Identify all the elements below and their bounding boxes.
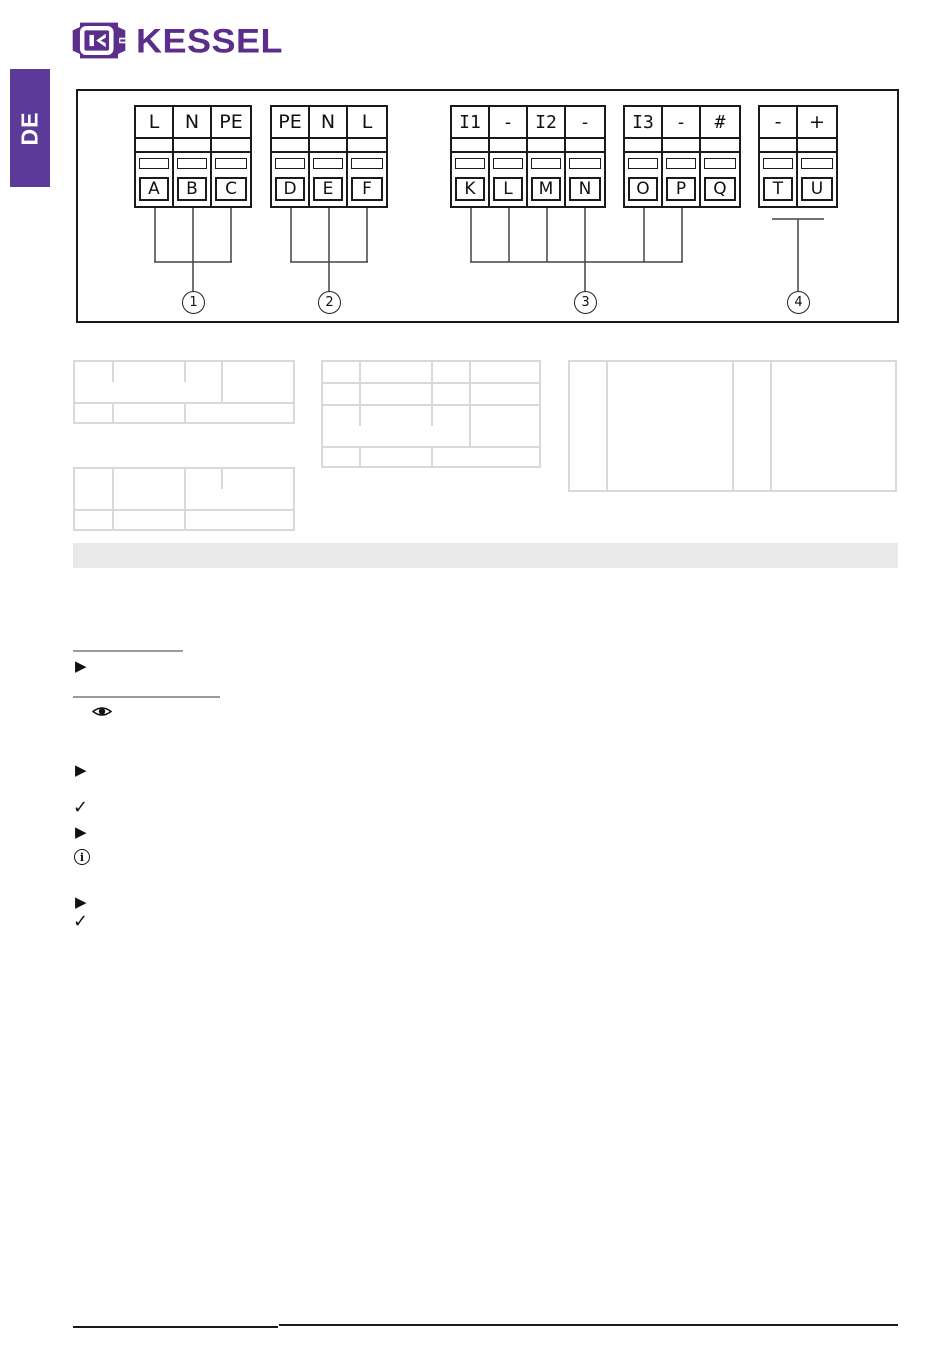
terminal-letter: Q [704,177,736,201]
terminal-letter: P [666,177,696,201]
terminal-spacer [490,139,526,153]
terminal-block-4 [623,105,741,208]
terminal-column [798,107,836,206]
arrow-right-icon: ▶ [75,657,87,675]
terminal-column [452,107,490,206]
terminal-slot [801,158,833,169]
terminal-header-cell: - [566,107,604,139]
terminal-spacer [310,139,346,153]
info-icon: i [74,849,90,865]
terminal-letter: A [139,177,169,201]
terminal-letter: M [531,177,561,201]
terminal-letter: K [455,177,485,201]
check-icon: ✓ [73,911,89,932]
terminal-letter: D [275,177,305,201]
terminal-spacer [348,139,386,153]
terminal-letter: L [493,177,523,201]
terminal-column [348,107,386,206]
terminal-letter: F [351,177,383,201]
terminal-slot [531,158,561,169]
terminal-header-cell: I2 [528,107,564,139]
terminal-spacer [760,139,796,153]
terminal-header-cell: - [663,107,699,139]
terminal-column [625,107,663,206]
arrow-right-icon: ▶ [75,893,87,911]
terminal-slot [215,158,247,169]
callout-1: 1 [182,291,205,314]
terminal-slot [704,158,736,169]
terminal-header-cell: I1 [452,107,488,139]
terminal-block-2 [270,105,388,208]
terminal-spacer [272,139,308,153]
terminal-column [701,107,739,206]
section-heading-bar [73,543,898,568]
terminal-spacer [212,139,250,153]
terminal-block-3 [450,105,606,208]
language-tab-de [10,69,50,187]
terminal-spacer [625,139,661,153]
terminal-spacer [452,139,488,153]
terminal-spacer [566,139,604,153]
terminal-letter: E [313,177,343,201]
terminal-letter: U [801,177,833,201]
terminal-spacer [798,139,836,153]
terminal-column [174,107,212,206]
terminal-block-5 [758,105,838,208]
terminal-letter: N [569,177,601,201]
arrow-right-icon: ▶ [75,823,87,841]
terminal-header-cell: PE [212,107,250,139]
check-icon: ✓ [73,797,89,818]
terminal-header-cell: N [310,107,346,139]
footer-rule-right [279,1324,898,1326]
language-tab-label: DE [16,111,43,145]
callout-2: 2 [318,291,341,314]
terminal-spacer [174,139,210,153]
terminal-block-1 [134,105,252,208]
brand-wordmark: KESSEL [136,20,284,60]
terminal-column [528,107,566,206]
terminal-column [212,107,250,206]
terminal-column [272,107,310,206]
terminal-header-cell: I3 [625,107,661,139]
terminal-column [490,107,528,206]
terminal-spacer [136,139,172,153]
terminal-letter: T [763,177,793,201]
callout-4: 4 [787,291,810,314]
arrow-right-icon: ▶ [75,761,87,779]
terminal-column [663,107,701,206]
terminal-header-cell: PE [272,107,308,139]
callout-3: 3 [574,291,597,314]
kessel-k-icon [71,20,127,61]
terminal-spacer [528,139,564,153]
terminal-slot [763,158,793,169]
terminal-slot [177,158,207,169]
heading-underline [73,650,183,652]
terminal-spacer [663,139,699,153]
terminal-letter: B [177,177,207,201]
terminal-slot [139,158,169,169]
terminal-header-cell: # [701,107,739,139]
terminal-column [310,107,348,206]
terminal-slot [351,158,383,169]
terminal-column [136,107,174,206]
terminal-slot [628,158,658,169]
terminal-header-cell: N [174,107,210,139]
terminal-slot [666,158,696,169]
terminal-slot [313,158,343,169]
eye-icon [92,705,112,718]
terminal-slot [455,158,485,169]
footer-rule-left [73,1326,278,1328]
terminal-header-cell: L [348,107,386,139]
terminal-header-cell: - [490,107,526,139]
terminal-slot [569,158,601,169]
terminal-slot [493,158,523,169]
kessel-logo [71,20,283,61]
terminal-letter: C [215,177,247,201]
terminal-slot [275,158,305,169]
terminal-header-cell: - [760,107,796,139]
terminal-spacer [701,139,739,153]
terminal-letter: O [628,177,658,201]
terminal-header-cell: + [798,107,836,139]
terminal-header-cell: L [136,107,172,139]
heading-underline [73,696,220,698]
terminal-column [566,107,604,206]
terminal-column [760,107,798,206]
